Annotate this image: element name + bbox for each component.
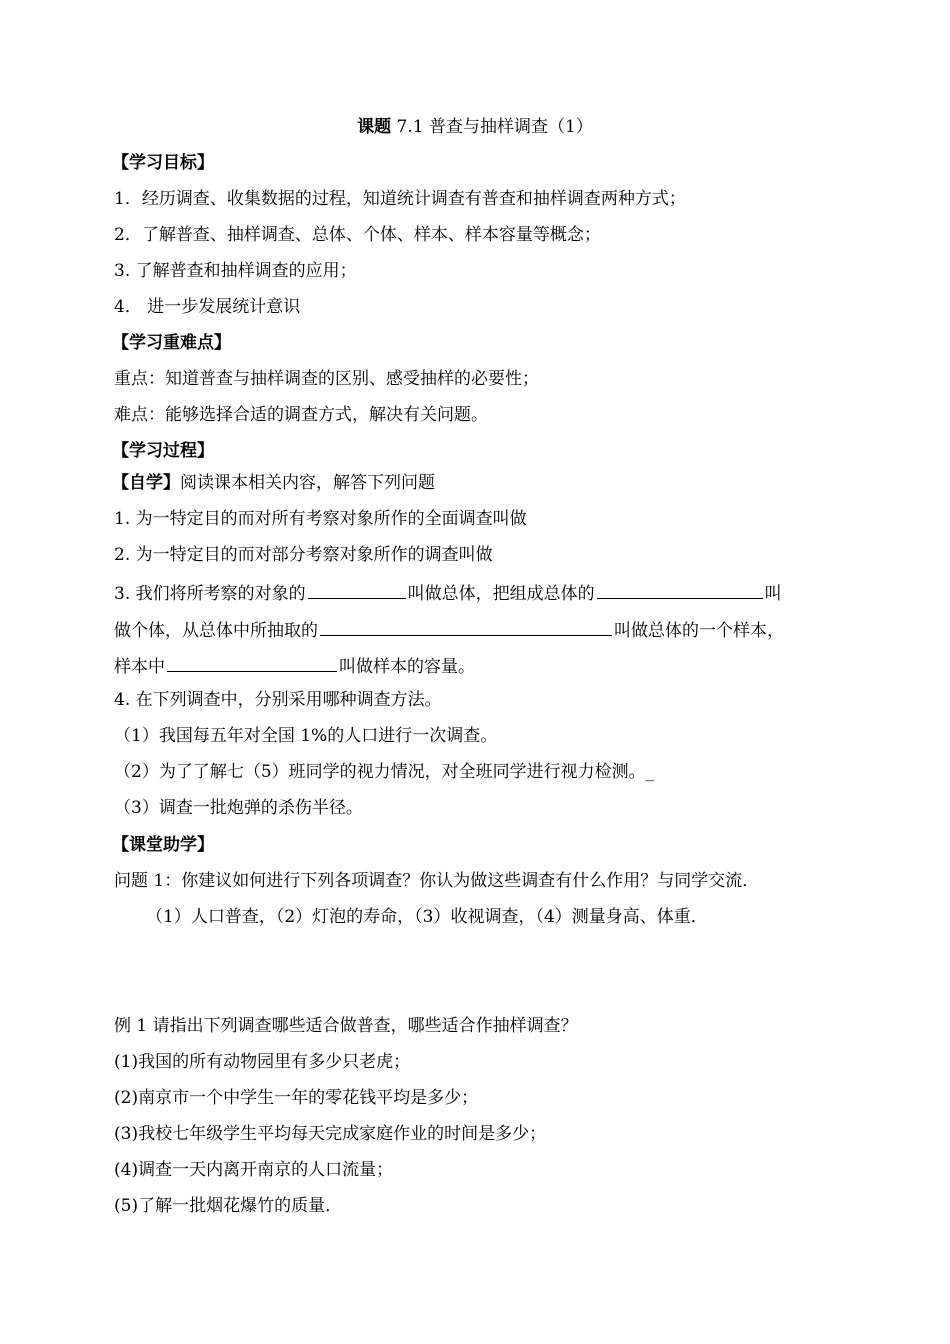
question-3-line-1: [114, 580, 782, 605]
self-study-text: 阅读课本相关内容，解答下列问题: [180, 473, 435, 493]
q3-text-e: 叫做总体的一个样本，: [614, 621, 784, 641]
problem-1-items: （1）人口普查，（2）灯泡的寿命，（3）收视调查，（4）测量身高、体重．: [146, 907, 708, 927]
q3-text-d: 做个体，从总体中所抽取的: [114, 621, 318, 641]
title-bold: 课题: [357, 117, 392, 137]
example-1-item: (4)调查一天内离开南京的人口流量；: [114, 1160, 394, 1180]
self-study-label: 【自学】: [112, 473, 180, 493]
focus-point: 重点：知道普查与抽样调查的区别、感受抽样的必要性；: [114, 369, 539, 389]
question-2: 2. 为一特定目的而对部分考察对象所作的调查叫做: [114, 545, 493, 565]
blank-sample-size[interactable]: [167, 653, 337, 672]
objective-item: 2．了解普查、抽样调查、总体、个体、样本、样本容量等概念；: [114, 225, 601, 245]
q3-text-a: 3. 我们将所考察的对象的: [114, 584, 306, 604]
question-4-item: （3）调查一批炮弹的杀伤半径。: [114, 798, 363, 818]
example-1-item: (1)我国的所有动物园里有多少只老虎；: [114, 1052, 411, 1072]
question-3-line-3: [114, 653, 475, 678]
example-1-prompt: 例 1 请指出下列调查哪些适合做普查，哪些适合作抽样调查？: [114, 1016, 578, 1036]
blank-sample[interactable]: [320, 617, 612, 636]
q3-text-f: 样本中: [114, 657, 165, 677]
blank-individual[interactable]: [597, 580, 763, 599]
blank-total[interactable]: [308, 580, 406, 599]
objective-item: 4． 进一步发展统计意识: [114, 297, 301, 317]
page-title: [0, 116, 950, 138]
problem-1: 问题 1：你建议如何进行下列各项调查？你认为做这些调查有什么作用？与同学交流．: [114, 871, 760, 891]
key-points-heading: 【学习重难点】: [112, 333, 231, 353]
classroom-heading: 【课堂助学】: [112, 835, 214, 855]
q3-text-g: 叫做样本的容量。: [339, 657, 475, 677]
question-4-item: （1）我国每五年对全国 1%的人口进行一次调查。: [114, 726, 498, 746]
objective-item: 3. 了解普查和抽样调查的应用；: [114, 261, 357, 281]
question-1: 1. 为一特定目的而对所有考察对象所作的全面调查叫做: [114, 509, 527, 529]
example-1-item: (3)我校七年级学生平均每天完成家庭作业的时间是多少；: [114, 1124, 547, 1144]
question-4-item: （2）为了了解七（5）班同学的视力情况，对全班同学进行视力检测。_: [114, 762, 655, 782]
question-3-line-2: [114, 617, 784, 642]
objective-item: 1．经历调查、收集数据的过程，知道统计调查有普查和抽样调查两种方式；: [114, 189, 686, 209]
question-4: 4. 在下列调查中，分别采用哪种调查方法。: [114, 690, 442, 710]
process-heading: 【学习过程】: [112, 441, 214, 461]
example-1-item: (5)了解一批烟花爆竹的质量．: [114, 1196, 343, 1216]
title-rest: 7.1 普查与抽样调查（1）: [391, 117, 593, 137]
q3-text-c: 叫: [764, 584, 782, 604]
example-1-item: (2)南京市一个中学生一年的零花钱平均是多少；: [114, 1088, 479, 1108]
q3-text-b: 叫做总体，把组成总体的: [407, 584, 595, 604]
objectives-heading: 【学习目标】: [112, 153, 214, 173]
difficulty-point: 难点：能够选择合适的调查方式，解决有关问题。: [114, 405, 488, 425]
self-study-line: [112, 472, 435, 494]
